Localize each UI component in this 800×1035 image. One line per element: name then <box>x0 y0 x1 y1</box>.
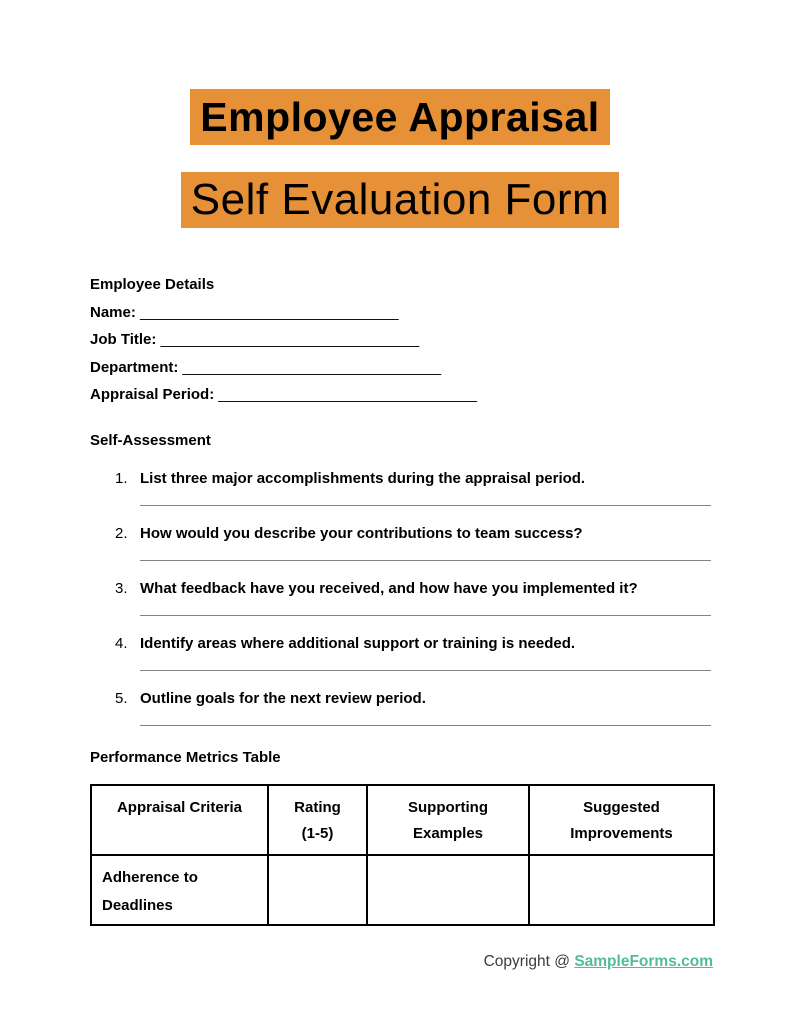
question-item-4 <box>90 634 713 671</box>
question-4-number: 4. <box>115 635 128 652</box>
question-2-number: 2. <box>115 525 128 542</box>
question-1-answer-line <box>140 505 711 506</box>
question-5-row <box>90 689 713 709</box>
question-2-text: How would you describe your contributions to team success? <box>140 525 583 542</box>
header-rating-line2: (1-5) <box>301 824 334 842</box>
question-4-text: Identify areas where additional support or training is needed. <box>140 635 576 652</box>
field-department-label: Department: <box>90 358 179 376</box>
field-job-title <box>90 326 713 354</box>
cell-criteria: Adherence to Deadlines <box>91 855 268 925</box>
field-job-title-label: Job Title: <box>90 331 157 348</box>
question-item-3 <box>90 579 713 616</box>
header-examples-line2: Examples <box>412 824 484 842</box>
question-item-1 <box>90 469 713 506</box>
title-line-2-row <box>0 172 800 228</box>
question-3-number: 3. <box>115 580 128 597</box>
self-assessment-heading: Self-Assessment <box>90 431 211 449</box>
question-3-text: What feedback have you received, and how have you implemented it? <box>140 580 638 597</box>
document-title <box>0 0 800 228</box>
field-department-blank: _______________________________ <box>182 358 442 376</box>
header-rating-line1: Rating <box>294 798 341 816</box>
field-appraisal-period <box>90 381 713 409</box>
table-row <box>91 855 714 925</box>
question-1-number: 1. <box>115 470 128 487</box>
document-body <box>90 271 713 971</box>
cell-examples <box>367 855 529 925</box>
field-name-blank: _______________________________ <box>140 303 399 321</box>
header-examples-line1: Supporting <box>408 798 488 816</box>
title-line-1: Employee Appraisal <box>190 89 609 145</box>
cell-rating <box>268 855 367 925</box>
self-assessment-list <box>90 469 713 726</box>
field-name <box>90 299 713 327</box>
question-3-row <box>90 579 713 599</box>
field-job-title-blank: _______________________________ <box>160 331 420 348</box>
question-2-row <box>90 524 713 544</box>
title-line-2: Self Evaluation Form <box>181 172 619 228</box>
performance-metrics-table <box>90 784 715 926</box>
page-footer <box>90 953 713 971</box>
employee-details-heading: Employee Details <box>90 276 215 293</box>
field-name-label: Name: <box>90 303 136 321</box>
question-2-answer-line <box>140 560 711 561</box>
header-improvements-line1: Suggested <box>583 798 660 816</box>
question-5-number: 5. <box>115 690 128 707</box>
question-item-5 <box>90 689 713 726</box>
field-department <box>90 354 713 382</box>
table-header-supporting-examples <box>367 785 529 855</box>
header-improvements-line2: Improvements <box>570 824 673 842</box>
question-item-2 <box>90 524 713 561</box>
copyright-text: Copyright @ <box>483 952 570 970</box>
cell-improvements <box>529 855 714 925</box>
table-header-row <box>91 785 714 855</box>
table-header-appraisal-criteria <box>91 785 268 855</box>
header-criteria-line1: Appraisal Criteria <box>116 798 243 816</box>
question-1-text: List three major accomplishments during the appraisal period. <box>140 470 586 487</box>
sampleforms-link[interactable]: SampleForms.com <box>574 952 713 970</box>
table-header-suggested-improvements <box>529 785 714 855</box>
question-4-answer-line <box>140 670 711 671</box>
question-1-row <box>90 469 713 489</box>
field-appraisal-period-blank: _______________________________ <box>218 386 477 403</box>
question-4-row <box>90 634 713 654</box>
table-header-rating <box>268 785 367 855</box>
question-5-answer-line <box>140 725 711 726</box>
title-line-1-row <box>0 89 800 145</box>
question-5-text: Outline goals for the next review period. <box>140 690 426 707</box>
performance-table-heading: Performance Metrics Table <box>90 749 281 766</box>
field-appraisal-period-label: Appraisal Period: <box>90 386 215 403</box>
question-3-answer-line <box>140 615 711 616</box>
